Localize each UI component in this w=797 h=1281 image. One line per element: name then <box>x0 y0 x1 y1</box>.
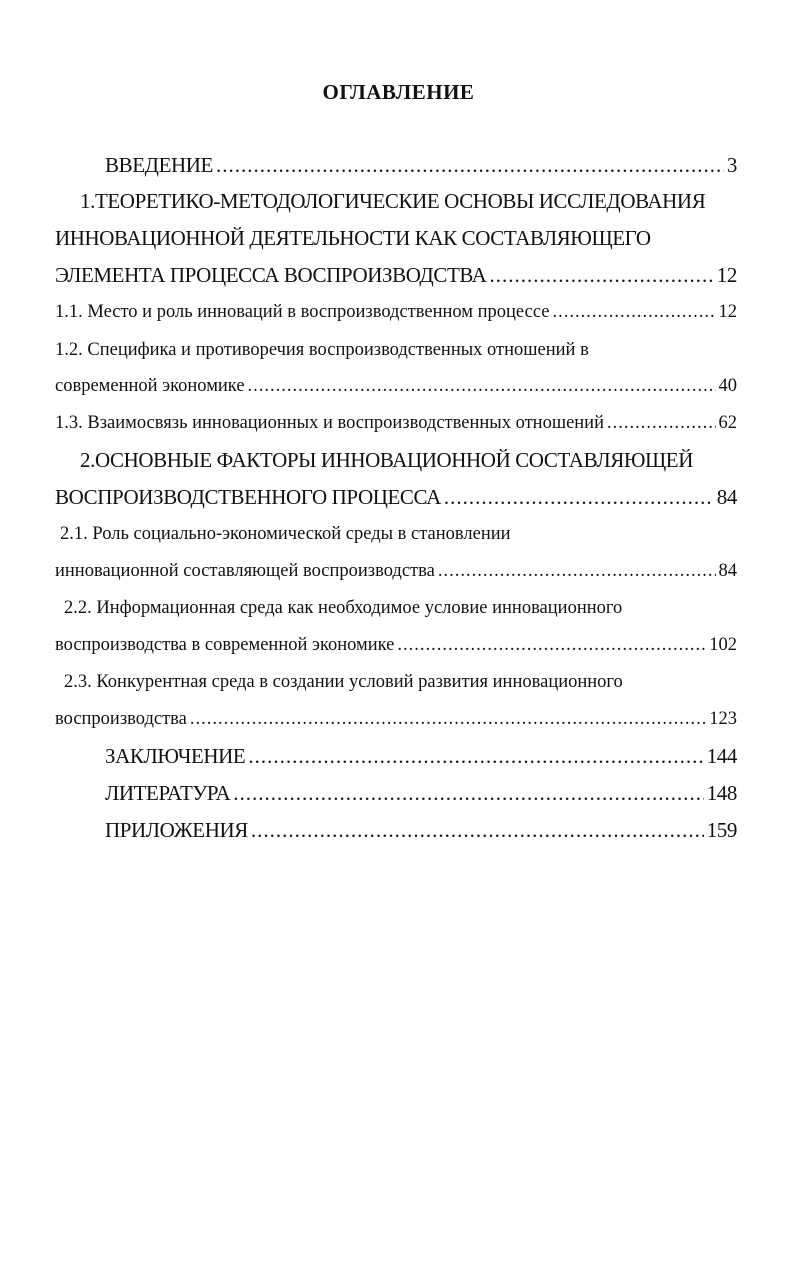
toc-page-number: 62 <box>718 413 737 433</box>
toc-entry-literature[interactable] <box>105 779 737 807</box>
toc-chapter-1-line-3[interactable] <box>55 261 737 289</box>
toc-entry-appendices[interactable] <box>105 816 737 844</box>
toc-page-number: 159 <box>706 818 737 842</box>
toc-leader-dots <box>216 151 724 179</box>
toc-entry-label: современной экономике <box>55 376 245 396</box>
toc-page-number: 102 <box>709 635 737 655</box>
toc-leader-dots <box>489 261 713 289</box>
toc-entry-label: ЛИТЕРАТУРА <box>105 781 231 805</box>
toc-chapter-2-line-1[interactable]: 2.ОСНОВНЫЕ ФАКТОРЫ ИННОВАЦИОННОЙ СОСТАВЛЯЮЩЕЙ <box>80 448 693 472</box>
toc-page-number: 84 <box>716 485 737 509</box>
toc-leader-dots <box>233 779 703 807</box>
toc-page-number: 12 <box>716 263 737 287</box>
toc-entry-label: ЗАКЛЮЧЕНИЕ <box>105 744 246 768</box>
toc-page-number: 144 <box>706 744 737 768</box>
toc-section-1-2-line-2[interactable] <box>55 372 737 400</box>
toc-entry-label: ЭЛЕМЕНТА ПРОЦЕССА ВОСПРОИЗВОДСТВА <box>55 263 487 287</box>
toc-chapter-1-line-1[interactable]: 1.ТЕОРЕТИКО-МЕТОДОЛОГИЧЕСКИЕ ОСНОВЫ ИССЛЕДОВАНИЯ <box>80 189 706 213</box>
toc-entry-label: ПРИЛОЖЕНИЯ <box>105 818 248 842</box>
toc-page-number: 84 <box>718 561 737 581</box>
toc-section-1-1[interactable] <box>55 298 737 326</box>
toc-section-2-2-line-1[interactable]: 2.2. Информационная среда как необходимое условие инновационного <box>64 598 623 618</box>
toc-page-number: 123 <box>709 709 737 729</box>
toc-entry-intro[interactable] <box>105 151 737 179</box>
toc-entry-label: ВОСПРОИЗВОДСТВЕННОГО ПРОЦЕССА <box>55 485 441 509</box>
toc-chapter-1-line-2[interactable]: ИННОВАЦИОННОЙ ДЕЯТЕЛЬНОСТИ КАК СОСТАВЛЯЮЩЕГО <box>55 226 651 250</box>
toc-entry-label: 1.1. Место и роль инноваций в воспроизводственном процессе <box>55 302 550 322</box>
toc-section-2-1-line-2[interactable] <box>55 557 737 585</box>
toc-entry-label: воспроизводства <box>55 709 187 729</box>
toc-leader-dots <box>190 705 706 733</box>
toc-leader-dots <box>397 631 706 659</box>
toc-chapter-2-line-2[interactable] <box>55 483 737 511</box>
toc-leader-dots <box>438 557 716 585</box>
toc-page-number: 3 <box>726 153 737 177</box>
toc-entry-label: ВВЕДЕНИЕ <box>105 153 213 177</box>
toc-entry-label: воспроизводства в современной экономике <box>55 635 395 655</box>
toc-section-1-3[interactable] <box>55 409 737 437</box>
toc-leader-dots <box>552 298 715 326</box>
toc-page-number: 148 <box>706 781 737 805</box>
toc-page-number: 40 <box>718 376 737 396</box>
toc-leader-dots <box>607 409 716 437</box>
toc-leader-dots <box>251 816 704 844</box>
toc-section-2-1-line-1[interactable]: 2.1. Роль социально-экономической среды в становлении <box>60 524 511 544</box>
toc-section-2-3-line-1[interactable]: 2.3. Конкурентная среда в создании условий развития инновационного <box>64 672 623 692</box>
toc-section-2-2-line-2[interactable] <box>55 631 737 659</box>
toc-section-1-2-line-1[interactable]: 1.2. Специфика и противоречия воспроизводственных отношений в <box>55 340 589 360</box>
toc-entry-conclusion[interactable] <box>105 742 737 770</box>
toc-leader-dots <box>248 742 703 770</box>
toc-section-2-3-line-2[interactable] <box>55 705 737 733</box>
toc-page-number: 12 <box>718 302 737 322</box>
toc-entry-label: 1.3. Взаимосвязь инновационных и воспроизводственных отношений <box>55 413 604 433</box>
page-title: ОГЛАВЛЕНИЕ <box>322 80 475 104</box>
toc-leader-dots <box>248 372 716 400</box>
toc-leader-dots <box>444 483 714 511</box>
toc-entry-label: инновационной составляющей воспроизводства <box>55 561 435 581</box>
